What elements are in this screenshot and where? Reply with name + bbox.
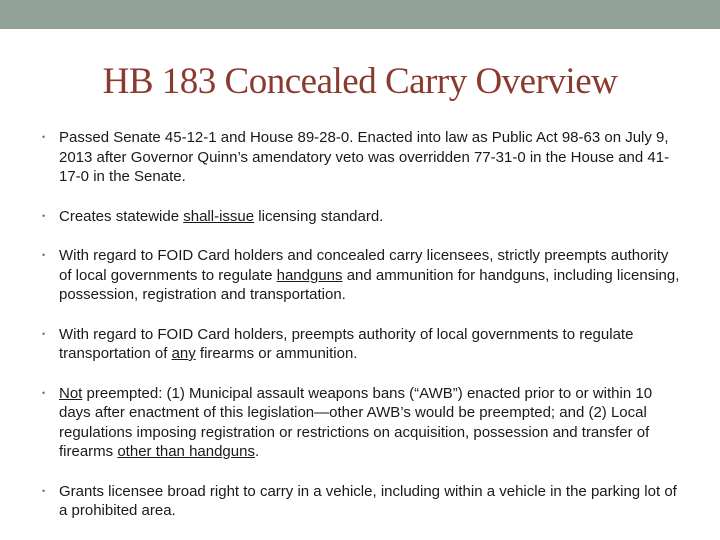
underlined-term: other than handguns bbox=[117, 443, 255, 460]
bullet-text: and ammunition for handguns, including licensing, possession, registration and transportation. bbox=[59, 266, 680, 303]
underlined-term: any bbox=[171, 345, 196, 362]
bullet-marker: • bbox=[42, 387, 46, 398]
bullet-text: With regard to FOID Card holders and concealed carry licensees, strictly preempts authority of local governments to regulate bbox=[59, 247, 669, 284]
slide-title: HB 183 Concealed Carry Overview bbox=[102, 61, 618, 102]
bullet-item-licensing bbox=[0, 207, 720, 227]
bullet-item-not-preempted bbox=[0, 384, 720, 462]
bullet-marker: • bbox=[42, 250, 46, 260]
bullet-text: With regard to FOID Card holders, preempts authority of local governments to regulate transportation of bbox=[59, 325, 634, 362]
header-band bbox=[0, 0, 720, 29]
bullet-text: Passed Senate 45-12-1 and House 89-28-0. Enacted into law as Public Act 98-63 on July 9, 2013 after Governor Quinn’s amendatory veto was overridden 77-31-0 in the House and 41-17-0 in the Senate. bbox=[59, 129, 670, 185]
bullet-marker: • bbox=[42, 485, 46, 496]
bullet-text: Grants licensee broad right to carry in a vehicle, including within a vehicle in the parking lot of a prohibited area. bbox=[59, 482, 677, 519]
bullet-marker: • bbox=[42, 328, 46, 339]
underlined-term: handguns bbox=[276, 266, 343, 284]
bullet-item-vehicle-carry bbox=[0, 482, 720, 521]
bullet-marker: • bbox=[42, 210, 46, 221]
bullet-text: preempted: (1) Municipal assault weapons bans (“AWB”) enacted prior to or within 10 days after enactment of this legislation—other AWB’s would be preempted; and (2) Local regulations imposing registration or restrictions on acquisition, possession and transfer of firearms bbox=[59, 384, 653, 460]
underlined-term: shall-issue bbox=[183, 207, 255, 225]
bullet-item-handgun-preemption bbox=[0, 246, 720, 305]
bullet-item-transport-preemption bbox=[0, 325, 720, 364]
bullet-text: Creates statewide bbox=[59, 207, 184, 225]
bullet-item-passage bbox=[0, 128, 720, 187]
bullet-list bbox=[0, 128, 720, 521]
underlined-term: Not bbox=[59, 384, 83, 402]
bullet-marker: • bbox=[42, 132, 46, 142]
bullet-text: . bbox=[254, 443, 260, 460]
bullet-text: firearms or ammunition. bbox=[195, 345, 358, 362]
bullet-text: licensing standard. bbox=[254, 207, 384, 225]
